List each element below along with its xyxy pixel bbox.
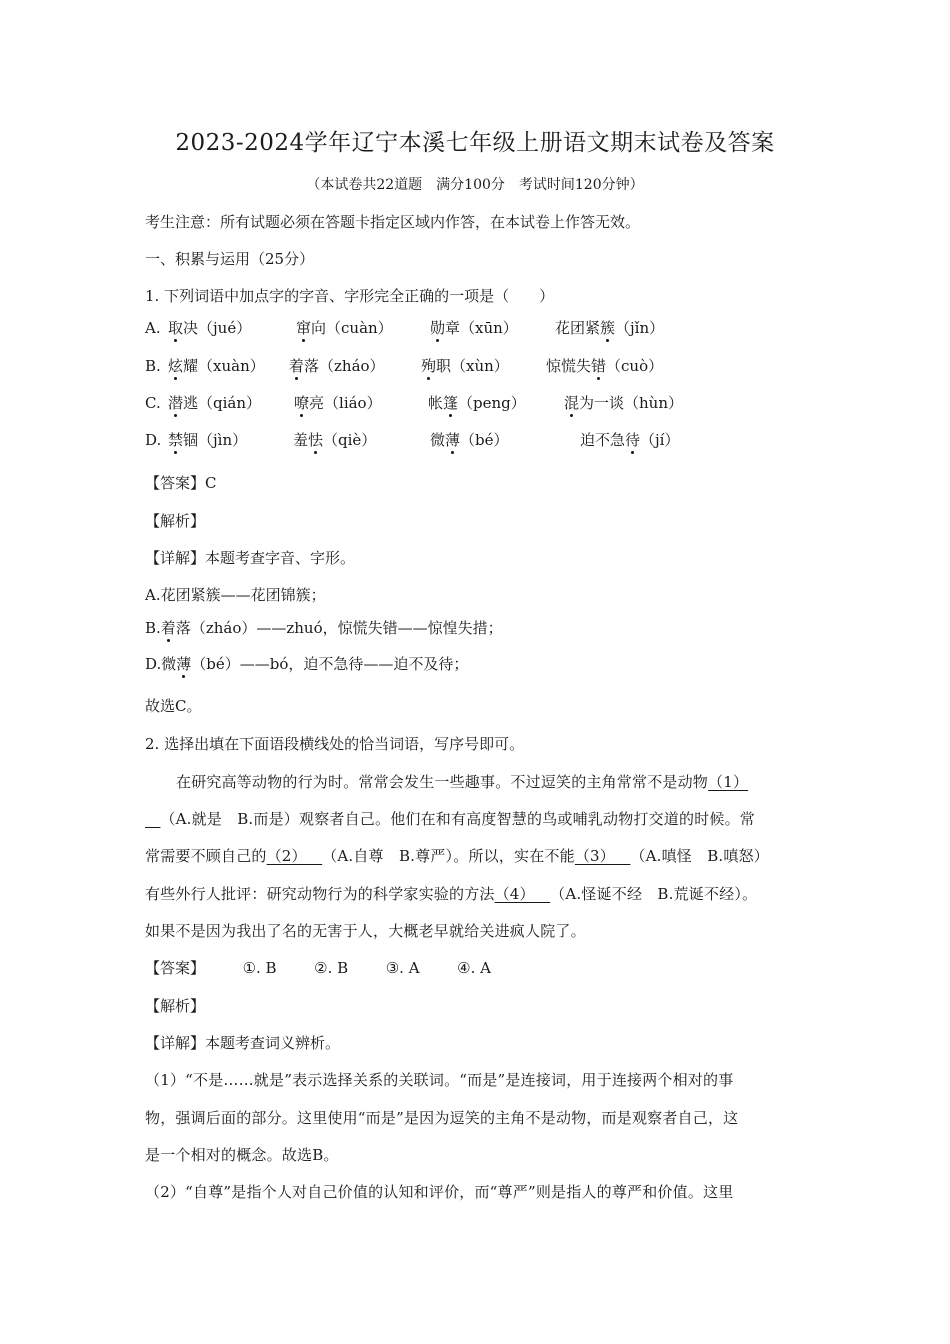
exam-info: （本试卷共22道题 满分100分 考试时间120分钟）: [306, 177, 644, 193]
option-word: 微薄（bé）: [430, 431, 509, 449]
option-word: 花团紧簇（jǐn）: [555, 319, 665, 337]
question-1-stem: 1. 下列词语中加点字的字音、字形完全正确的一项是（ ）: [145, 287, 555, 305]
q2-detail: 【详解】本题考查词义辨析。: [145, 1034, 341, 1052]
q1-answer: 【答案】C: [145, 474, 217, 492]
q2-explanation-2-line-1: （2）“自尊”是指个人对自己价值的认知和评价，而“尊严”则是指人的尊严和价值。这里: [145, 1183, 734, 1201]
blank-4: （4）__: [494, 885, 551, 903]
option-word: 帐篷（peng）: [428, 394, 526, 412]
option-word: 勋章（xūn）: [430, 319, 518, 337]
dotted-character: 错: [591, 357, 607, 375]
dotted-character: 待: [625, 431, 641, 449]
option-word: 炫耀（xuàn）: [168, 357, 265, 375]
option-label: A.: [145, 319, 161, 337]
dotted-character: 嘹: [294, 394, 310, 412]
option-word: 着落（zháo）: [289, 357, 385, 375]
option-word: 嘹亮（liáo）: [294, 394, 382, 412]
option-word: 禁锢（jìn）: [168, 431, 248, 449]
q2-answer: 【答案】 ①. B ②. B ③. A ④. A: [145, 959, 491, 977]
dotted-character: 取: [168, 319, 184, 337]
dotted-character: 薄: [445, 431, 461, 449]
option-word: 潜逃（qián）: [168, 394, 262, 412]
dotted-character: 混: [564, 394, 580, 412]
option-word: 羞怯（qiè）: [293, 431, 377, 449]
q2-passage-line-2: __（A.就是 B.而是）观察者自己。他们在和有高度智慧的鸟或哺乳动物打交道的时候。常: [145, 810, 756, 828]
option-label: B.: [145, 357, 161, 375]
dotted-character: 窜: [296, 319, 312, 337]
q1-explanation-d: D.微薄（bé）——bó，迫不急待——迫不及待；: [145, 655, 469, 673]
q2-explanation-1-line-2: 物，强调后面的部分。这里使用“而是”是因为逗笑的主角不是动物，而是观察者自己，这: [145, 1109, 739, 1127]
q1-explanation-a: A.花团紧簇——花团锦簇；: [145, 586, 326, 604]
blank-3: （3）__: [574, 847, 631, 865]
dotted-character: 潜: [168, 394, 184, 412]
dotted-character: 勋: [430, 319, 446, 337]
q2-passage-line-1: 在研究高等动物的行为时。常常会发生一些趣事。不过逗笑的主角常常不是动物（1）: [176, 773, 749, 791]
dotted-character: 簇: [600, 319, 616, 337]
dotted-character: 着: [289, 357, 305, 375]
q2-explanation-1-line-3: 是一个相对的概念。故选B。: [145, 1146, 339, 1164]
blank-1: （1）: [708, 773, 749, 791]
option-word: 窜向（cuàn）: [296, 319, 393, 337]
option-word: 混为一谈（hùn）: [564, 394, 683, 412]
q1-explanation-b: B.着落（zháo）——zhuó，惊慌失错——惊惶失措；: [145, 619, 503, 637]
q2-analysis-label: 【解析】: [145, 997, 206, 1015]
option-label: C.: [145, 394, 161, 412]
q2-passage-line-5: 如果不是因为我出了名的无害于人，大概老早就给关进疯人院了。: [145, 922, 586, 940]
option-word: 取决（jué）: [168, 319, 252, 337]
section-heading: 一、积累与运用（25分）: [145, 250, 315, 268]
dotted-character: 殉: [421, 357, 437, 375]
dotted-character: 怯: [308, 431, 324, 449]
option-word: 惊慌失错（cuò）: [546, 357, 664, 375]
option-label: D.: [145, 431, 162, 449]
q2-passage-line-3: 常需要不顾自己的（2）__（A.自尊 B.尊严）。所以，实在不能（3）__（A.嗔怪 B.嗔怒）: [145, 847, 769, 865]
page-title: 2023-2024学年辽宁本溪七年级上册语文期末试卷及答案: [175, 130, 775, 156]
option-word: 迫不急待（jí）: [580, 431, 680, 449]
dotted-character: 炫: [168, 357, 184, 375]
question-2-stem: 2. 选择出填在下面语段横线处的恰当词语，写序号即可。: [145, 735, 525, 753]
blank-2: （2）__: [266, 847, 323, 865]
q1-conclusion: 故选C。: [145, 697, 202, 715]
option-word: 殉职（xùn）: [421, 357, 509, 375]
q2-explanation-1-line-1: （1）“不是……就是”表示选择关系的关联词。“而是”是连接词，用于连接两个相对的事: [145, 1071, 734, 1089]
q1-detail: 【详解】本题考查字音、字形。: [145, 549, 356, 567]
dotted-character: 篷: [443, 394, 459, 412]
q1-analysis-label: 【解析】: [145, 512, 206, 530]
exam-notice: 考生注意：所有试题必须在答题卡指定区域内作答，在本试卷上作答无效。: [145, 213, 641, 231]
q2-passage-line-4: 有些外行人批评：研究动物行为的科学家实验的方法（4）__（A.怪诞不经 B.荒诞不经）。: [145, 885, 758, 903]
dotted-character: 禁: [168, 431, 184, 449]
